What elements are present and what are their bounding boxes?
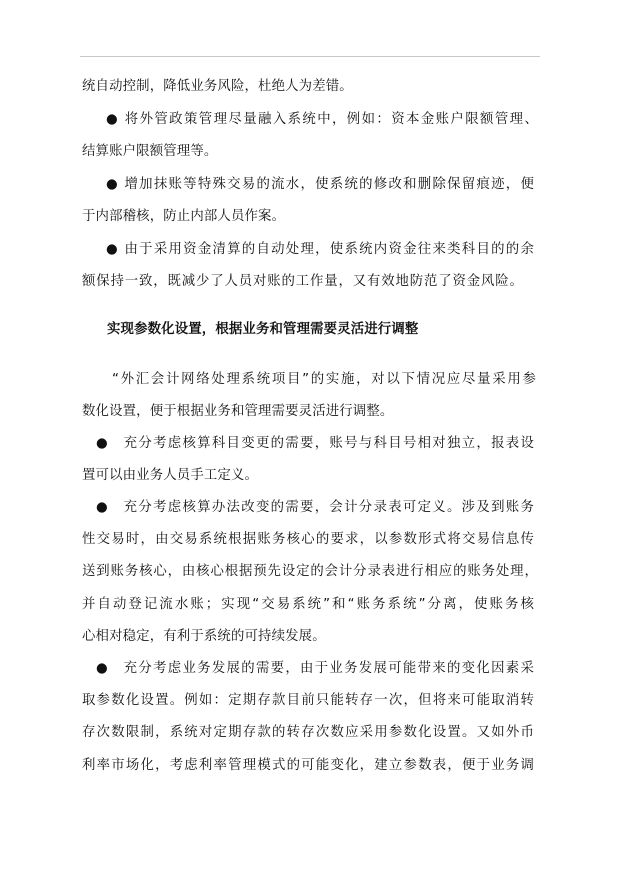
- text-line: 于内部稽核，防止内部人员作案。: [82, 209, 286, 224]
- section-heading: 实现参数化设置，根据业务和管理需要灵活进行调整: [107, 322, 419, 337]
- bullet-line: ● 增加抹账等特殊交易的流水，使系统的修改和删除保留痕迹，便: [106, 177, 534, 192]
- text-line: 额保持一致，既减少了人员对账的工作量，又有效地防范了资金风险。: [82, 274, 523, 289]
- text-line: 数化设置，便于根据业务和管理需要灵活进行调整。: [82, 404, 394, 419]
- text-line: 利率市场化，考虑利率管理模式的可能变化，建立参数表，便于业务调: [82, 758, 534, 773]
- bullet-line: ● 充分考虑核算办法改变的需要，会计分录表可定义。涉及到账务: [96, 500, 534, 515]
- text-line: 心相对稳定，有利于系统的可持续发展。: [82, 629, 326, 644]
- bullet-line: ● 充分考虑业务发展的需要，由于业务发展可能带来的变化因素采: [96, 661, 534, 676]
- bullet-line: ● 将外管政策管理尽量融入系统中，例如：资本金账户限额管理、: [106, 112, 538, 127]
- text-line: 取参数化设置。例如：定期存款目前只能转存一次，但将来可能取消转: [82, 693, 534, 708]
- bullet-line: ● 充分考虑核算科目变更的需要，账号与科目号相对独立，报表设: [96, 436, 534, 451]
- text-line: 统自动控制，降低业务风险，杜绝人为差错。: [82, 79, 353, 94]
- text-line: 置可以由业务人员手工定义。: [82, 468, 259, 483]
- text-line: 送到账务核心，由核心根据预先设定的会计分录表进行相应的账务处理，: [82, 564, 538, 579]
- paragraph-line: “外汇会计网络处理系统项目”的实施，对以下情况应尽量采用参: [112, 372, 536, 387]
- text-line: 并自动登记流水账；实现“交易系统”和“账务系统”分离，使账务核: [82, 597, 534, 612]
- text-line: 性交易时，由交易系统根据账务核心的要求，以参数形式将交易信息传: [82, 532, 534, 547]
- text-line: 存次数限制，系统对定期存款的转存次数应采用参数化设置。又如外币: [82, 725, 534, 740]
- bullet-line: ● 由于采用资金清算的自动处理，使系统内资金往来类科目的的余: [106, 242, 534, 257]
- text-line: 结算账户限额管理等。: [82, 144, 218, 159]
- header-rule: [80, 56, 540, 57]
